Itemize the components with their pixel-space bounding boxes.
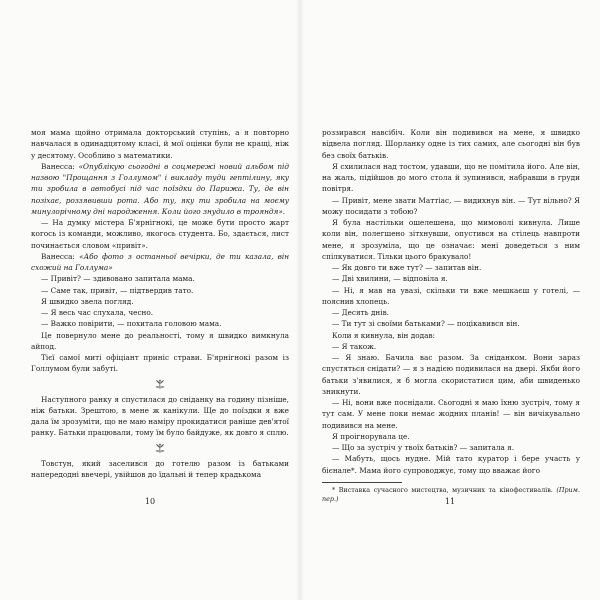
text-run: Товстун, який заселився до готелю разом із батьками напередодні ввечері, увійшов до їдальні й тепер крадькома [31, 458, 289, 479]
paragraph [322, 217, 580, 262]
text-run: Я схилилася над тостом, удавши, що не помітила його. Але він, на жаль, підійшов до мого стола й зупинився, набравши в груди повітря. [322, 161, 580, 194]
paragraph [31, 285, 289, 296]
text-run: Я швидко звела погляд. [41, 296, 134, 306]
paragraph [31, 251, 289, 274]
text-run: — Важко повірити, — похитала головою мама. [41, 319, 222, 329]
text-run: — Дві хвилини, — відповіла я. [332, 274, 448, 284]
text-run: моя мама щойно отримала докторський ступінь, а я повторно навчалася в одинадцятому класі, й мої оцінки були не кращі, ніж у десятому. Особливо з математики. [31, 128, 289, 160]
text-run: Коли я кивнула, він додав: [332, 330, 436, 340]
text-run: Це повернуло мене до реальності, тому я швидко вимкнула айпод. [31, 330, 289, 351]
paragraph [31, 217, 289, 251]
paragraph [322, 318, 580, 329]
paragraph [322, 431, 580, 442]
paragraph [31, 161, 289, 217]
text-run: «Або фото з останньої вечірки, де ти казала, він схожий на Голлума» [31, 251, 289, 272]
leaf-ornament-icon [153, 443, 167, 454]
right-page [300, 0, 600, 600]
paragraph [31, 330, 289, 353]
text-run: — Мабуть, щось нудне. Мій тато куратор і бере участь у бієнале*. Мама його супроводжує, тому що вважає його [322, 454, 580, 475]
text-run: — Привіт? — здивовано запитала мама. [41, 274, 195, 284]
paragraph [322, 285, 580, 308]
translator-note: (Прим. пер.) [322, 485, 580, 504]
paragraph [322, 330, 580, 341]
section-divider [31, 375, 289, 394]
paragraph [31, 307, 289, 318]
paragraph [322, 341, 580, 352]
text-run: Ванесса: [41, 161, 79, 171]
paragraph [322, 453, 580, 476]
paragraph [322, 442, 580, 453]
paragraph [322, 127, 580, 161]
text-run: «Опублікую сьогодні в соцмережі новий альбом під назвою "Прощання з Голлумом" і викладу туди гептілину, яку ти зробила в автобусі під час поїздки до Парижа. Ту, де він позіхає, роззявивши рота. Або ту, яку ти зробила на моєму минулорічному дні народження. Коли його знудило в трояндя». [31, 161, 290, 216]
text-run: роззирався навсібіч. Коли він подивився на мене, я швидко відвела погляд. Шорланку одне із тих самих, але сьогодні він був без своїх батьків. [322, 128, 580, 160]
paragraph [31, 318, 289, 329]
text-run: Ванесса: [41, 251, 80, 261]
text-run: — Привіт, мене звати Маттіас, — видихнув він. — Тут вільно? Я можу посидати з тобою? [322, 195, 580, 216]
text-run: — Як довго ти вже тут? — запитав він. [332, 263, 482, 272]
paragraph [322, 352, 580, 397]
text-run: Тієї самої миті офіціант приніс страви. Б'ярнігнокі разом із Голлумом були забуті. [31, 353, 289, 374]
left-page-number: 10 [144, 497, 156, 506]
section-divider [31, 439, 289, 458]
paragraph [322, 273, 580, 284]
right-page-text [322, 127, 580, 505]
paragraph [31, 458, 289, 481]
paragraph [322, 307, 580, 318]
left-page-text [31, 127, 289, 480]
right-page-number: 11 [444, 497, 456, 506]
paragraph [322, 195, 580, 218]
paragraph [31, 273, 289, 284]
text-run: Я проігнорувала це. [332, 431, 410, 441]
paragraph [31, 352, 289, 375]
text-run: — Десять днів. [332, 308, 390, 317]
text-run: — На думку містера Б'ярнігнокі, це може бути просто жарт когось із команди, можливо, якогось студента. Бо, здається, лист починається словом «привіт». [31, 218, 289, 250]
text-run: — Ти тут зі своїми батьками? — поцікавився він. [332, 319, 520, 329]
footnote-rule [322, 482, 402, 483]
text-run: — Ні, я мав на увазі, скільки ти вже мешкаєш у готелі, — пояснив хлопець. [322, 285, 580, 306]
text-run: Наступного ранку я спустилася до сніданку на годину пізніше, ніж батьки. Зрештою, в мене ж канікули. Ще до поїздки я вже дала їм зрозуміти, що не маю наміру прокидатися раніше дев'ятої ранку. Батьки працювали, тому їм було байдуже, як довго я сплю. [31, 394, 289, 438]
text-run: — Я також. [332, 341, 377, 351]
paragraph [322, 161, 580, 195]
leaf-ornament-icon [153, 379, 167, 390]
text-run: — Ні, вони вже поснідали. Сьогодні я маю їхню зустріч, тому я тут сам. У мене поки немає жодних планів! — він вичікувально подивився на мене. [322, 398, 580, 430]
text-run: — Я знаю. Бачила вас разом. За сніданком. Вони зараз спустяться снідати? — я з надією подивилася на двері. Якби його батьки з'явилися, я б могла скористатися цим, аби швиденько зникнути. [322, 353, 580, 396]
paragraph [31, 127, 289, 161]
paragraph [31, 296, 289, 307]
text-run: — Що за зустріч у твоїх батьків? — запитала я. [332, 443, 515, 452]
footnote-body: * Виставка сучасного мистецтва, музичних та кінофестивалів. [332, 485, 553, 494]
paragraph [322, 397, 580, 431]
paragraph [322, 262, 580, 273]
paragraph [31, 394, 289, 439]
text-run: — Саме так, привіт, — підтвердив тато. [41, 285, 194, 295]
text-run: Я була настільки ошелешена, що мимоволі кивнула. Лише коли він, полегшено зітхнувши, опустився на стілець навпроти мене, я зрозуміла, що це означає: мені доведеться з ним спілкуватися. Тільки цього бракувало! [322, 218, 580, 261]
text-run: — Я весь час слухала, чесно. [41, 308, 154, 317]
